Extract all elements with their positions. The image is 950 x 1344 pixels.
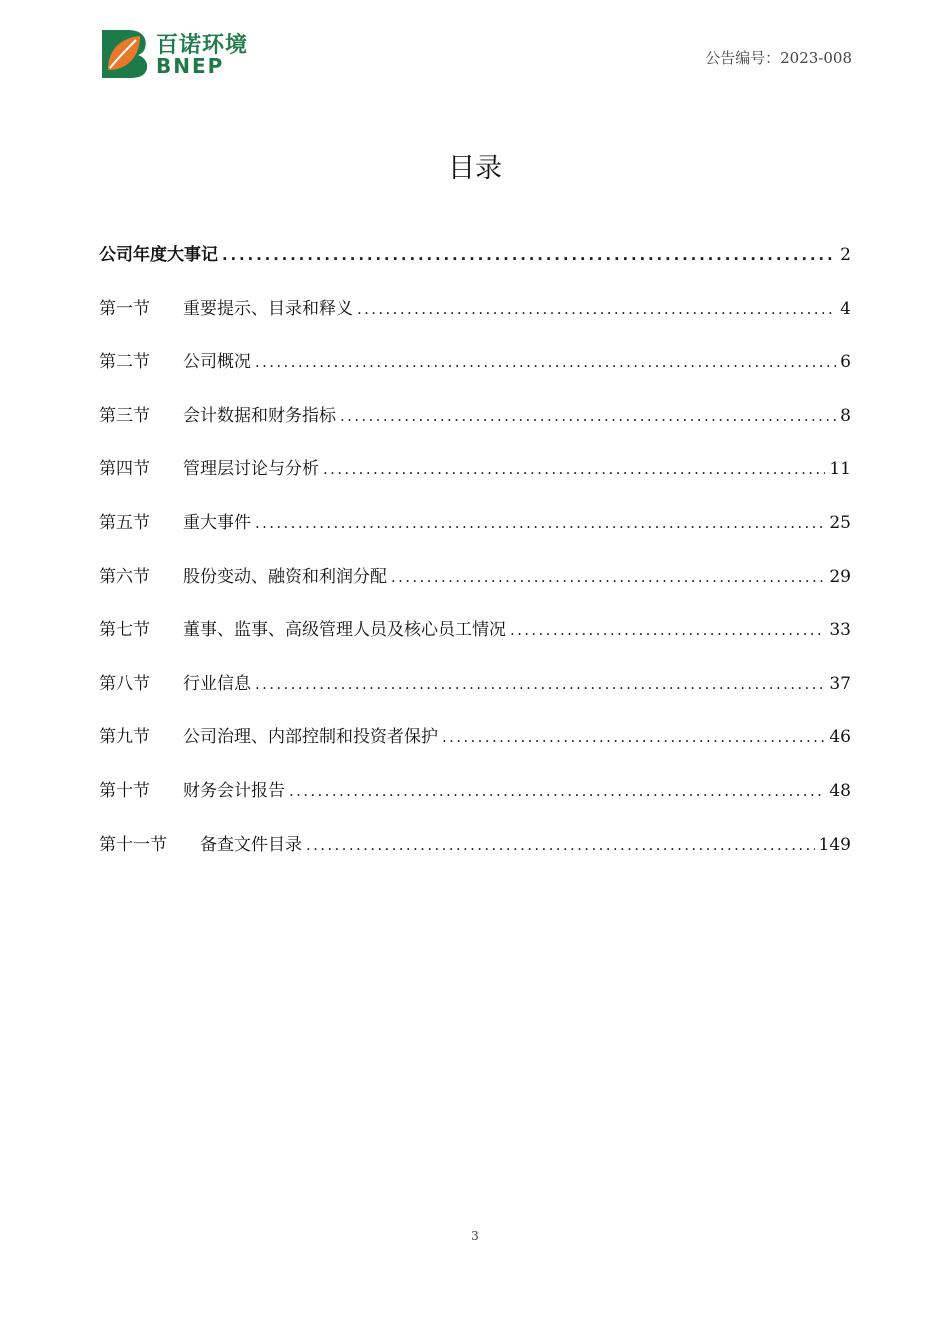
- toc-entry-title: 股份变动、融资和利润分配: [183, 566, 387, 587]
- toc-entry-title: 行业信息: [183, 673, 251, 694]
- toc-entry[interactable]: [99, 347, 851, 401]
- toc-dot-leader: [357, 300, 836, 318]
- toc-section-label: 第十一节: [99, 834, 167, 855]
- toc-section-label: 第一节: [99, 298, 150, 319]
- toc-dot-leader: [222, 246, 836, 264]
- toc-dot-leader: [340, 407, 836, 425]
- toc-entry-title: 公司治理、内部控制和投资者保护: [183, 727, 438, 748]
- toc-entry-title: 会计数据和财务指标: [183, 405, 336, 426]
- logo-english-name: BNEP: [156, 54, 225, 78]
- toc-entry[interactable]: [99, 669, 851, 723]
- toc-entry[interactable]: [99, 830, 851, 884]
- toc-entry-title: 重大事件: [183, 512, 251, 533]
- toc-page-number: 149: [818, 834, 851, 855]
- toc-page-number: 29: [829, 566, 851, 587]
- toc-page-number: 25: [829, 512, 851, 533]
- toc-page-number: 48: [829, 780, 851, 801]
- toc-section-label: 第五节: [99, 512, 150, 533]
- toc-page-number: 37: [829, 673, 851, 694]
- toc-section-label: 第六节: [99, 566, 150, 587]
- toc-entry[interactable]: [99, 508, 851, 562]
- page-number: 3: [471, 1229, 479, 1243]
- logo-chinese-name: 百诺环境: [156, 33, 249, 58]
- toc-page-number: 8: [840, 405, 851, 426]
- toc-entry-title: 备查文件目录: [200, 834, 302, 855]
- toc-entry[interactable]: [99, 562, 851, 616]
- toc-entry[interactable]: [99, 722, 851, 776]
- toc-entry-title: 重要提示、目录和释义: [183, 298, 353, 319]
- toc-section-label: 第九节: [99, 727, 150, 748]
- toc-entry[interactable]: [99, 454, 851, 508]
- toc-entry[interactable]: [99, 776, 851, 830]
- toc-entry[interactable]: [99, 294, 851, 348]
- toc-page-number: 2: [840, 245, 851, 265]
- toc-dot-leader: [255, 675, 825, 693]
- leaf-logo-icon: [98, 26, 150, 78]
- table-of-contents: [99, 240, 851, 883]
- toc-page-number: 6: [840, 352, 851, 373]
- toc-entry-title: 公司概况: [183, 352, 251, 373]
- toc-dot-leader: [255, 353, 836, 371]
- toc-page-number: 4: [840, 298, 851, 319]
- toc-entry-title: 公司年度大事记: [99, 245, 218, 265]
- company-logo: [98, 26, 268, 78]
- toc-section-label: 第十节: [99, 780, 150, 801]
- toc-dot-leader: [442, 728, 825, 746]
- toc-entry[interactable]: [99, 401, 851, 455]
- toc-section-label: 第二节: [99, 352, 150, 373]
- toc-entry-title: 董事、监事、高级管理人员及核心员工情况: [183, 620, 506, 641]
- toc-entry-title: 管理层讨论与分析: [183, 459, 319, 480]
- toc-page-number: 46: [829, 727, 851, 748]
- toc-dot-leader: [391, 568, 825, 586]
- notice-number: 公告编号：2023-008: [705, 49, 852, 67]
- toc-section-label: 第三节: [99, 405, 150, 426]
- toc-entry[interactable]: [99, 615, 851, 669]
- toc-section-label: 第七节: [99, 620, 150, 641]
- toc-section-label: 第四节: [99, 459, 150, 480]
- toc-page-number: 11: [829, 459, 851, 480]
- toc-page-number: 33: [829, 620, 851, 641]
- toc-entry-title: 财务会计报告: [183, 780, 285, 801]
- toc-dot-leader: [306, 836, 815, 854]
- toc-dot-leader: [289, 782, 825, 800]
- page-title: 目录: [448, 153, 502, 184]
- toc-section-label: 第八节: [99, 673, 150, 694]
- toc-dot-leader: [255, 514, 825, 532]
- toc-entry[interactable]: [99, 240, 851, 294]
- toc-dot-leader: [323, 460, 825, 478]
- toc-dot-leader: [510, 621, 825, 639]
